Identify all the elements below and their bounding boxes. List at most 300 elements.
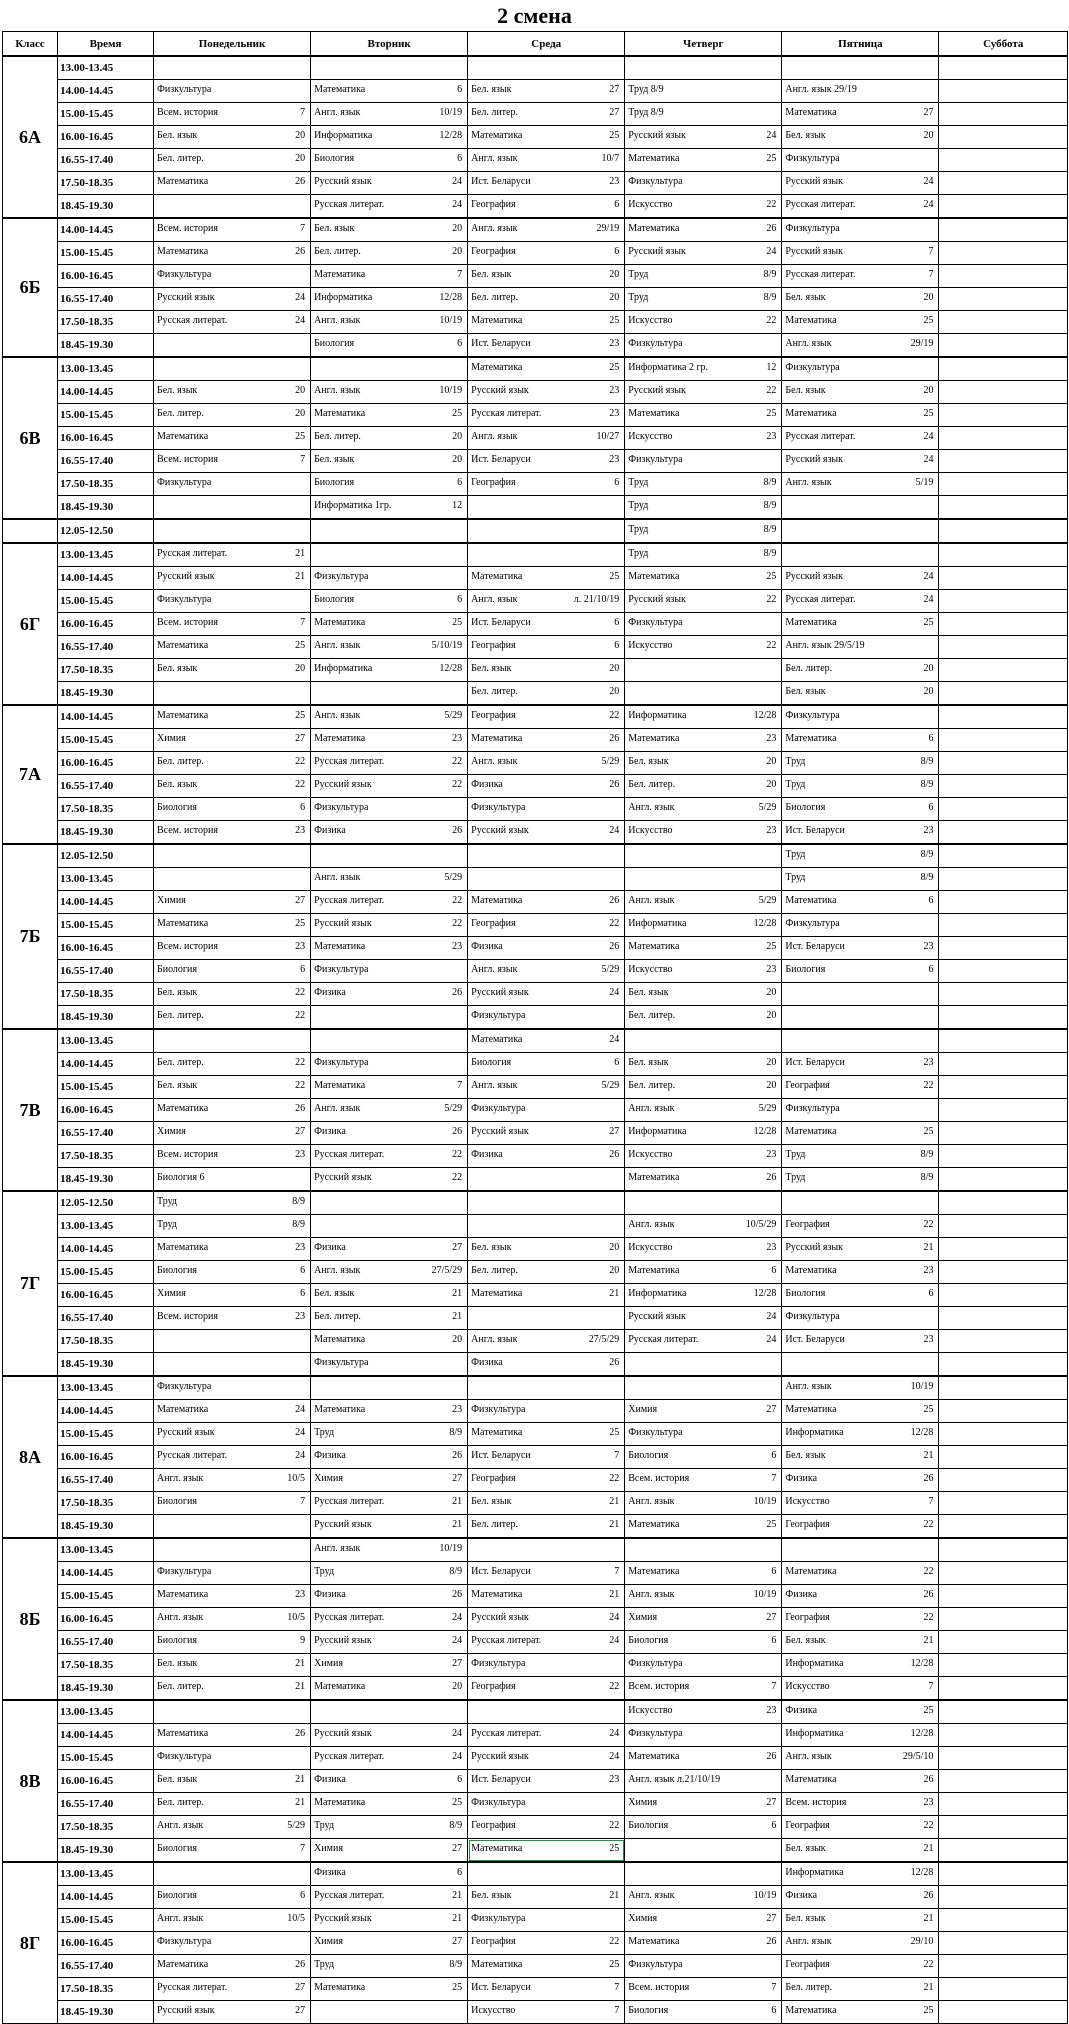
lesson-cell-tuesday[interactable] <box>311 1469 468 1492</box>
lesson-cell-friday[interactable] <box>782 844 939 868</box>
lesson-cell-tuesday[interactable] <box>311 1700 468 1724</box>
lesson-cell-thursday[interactable] <box>625 404 782 427</box>
lesson-cell-saturday[interactable] <box>939 1168 1068 1192</box>
lesson-cell-saturday[interactable] <box>939 1677 1068 1701</box>
lesson-cell-friday[interactable] <box>782 519 939 543</box>
lesson-cell-saturday[interactable] <box>939 659 1068 682</box>
lesson-cell-thursday[interactable] <box>625 519 782 543</box>
time-slot[interactable]: 16.55-17.40 <box>58 1307 154 1330</box>
lesson-cell-thursday[interactable] <box>625 1122 782 1145</box>
lesson-cell-thursday[interactable] <box>625 613 782 636</box>
lesson-cell-thursday[interactable] <box>625 1029 782 1053</box>
lesson-cell-tuesday[interactable] <box>311 496 468 520</box>
lesson-cell-tuesday[interactable] <box>311 1909 468 1932</box>
lesson-cell-friday[interactable] <box>782 1353 939 1377</box>
lesson-cell-wednesday[interactable] <box>468 1793 625 1816</box>
lesson-cell-monday[interactable] <box>153 496 310 520</box>
lesson-cell-thursday[interactable] <box>625 1099 782 1122</box>
lesson-cell-saturday[interactable] <box>939 543 1068 567</box>
lesson-cell-thursday[interactable] <box>625 1261 782 1284</box>
time-slot[interactable]: 18.45-19.30 <box>58 496 154 520</box>
time-slot[interactable]: 16.00-16.45 <box>58 937 154 960</box>
lesson-cell-monday[interactable] <box>153 729 310 752</box>
lesson-cell-thursday[interactable] <box>625 195 782 219</box>
lesson-cell-monday[interactable] <box>153 1770 310 1793</box>
time-slot[interactable]: 17.50-18.35 <box>58 659 154 682</box>
lesson-cell-tuesday[interactable] <box>311 334 468 358</box>
lesson-cell-wednesday[interactable] <box>468 1168 625 1192</box>
lesson-cell-friday[interactable] <box>782 473 939 496</box>
lesson-cell-thursday[interactable] <box>625 1700 782 1724</box>
lesson-cell-wednesday[interactable] <box>468 1029 625 1053</box>
lesson-cell-friday[interactable] <box>782 1724 939 1747</box>
time-slot[interactable]: 16.55-17.40 <box>58 149 154 172</box>
lesson-cell-friday[interactable] <box>782 1076 939 1099</box>
lesson-cell-friday[interactable] <box>782 1562 939 1585</box>
lesson-cell-thursday[interactable] <box>625 1215 782 1238</box>
lesson-cell-friday[interactable] <box>782 56 939 80</box>
lesson-cell-thursday[interactable] <box>625 1053 782 1076</box>
lesson-cell-tuesday[interactable] <box>311 1770 468 1793</box>
lesson-cell-monday[interactable] <box>153 1492 310 1515</box>
lesson-cell-monday[interactable] <box>153 1423 310 1446</box>
lesson-cell-monday[interactable] <box>153 868 310 891</box>
lesson-cell-monday[interactable] <box>153 1076 310 1099</box>
lesson-cell-friday[interactable] <box>782 590 939 613</box>
lesson-cell-tuesday[interactable] <box>311 1793 468 1816</box>
lesson-cell-saturday[interactable] <box>939 1538 1068 1562</box>
time-slot[interactable]: 14.00-14.45 <box>58 1053 154 1076</box>
lesson-cell-tuesday[interactable] <box>311 1747 468 1770</box>
lesson-cell-tuesday[interactable] <box>311 1562 468 1585</box>
lesson-cell-saturday[interactable] <box>939 1886 1068 1909</box>
lesson-cell-saturday[interactable] <box>939 1932 1068 1955</box>
time-slot[interactable]: 16.00-16.45 <box>58 126 154 149</box>
lesson-cell-tuesday[interactable] <box>311 1816 468 1839</box>
lesson-cell-tuesday[interactable] <box>311 891 468 914</box>
lesson-cell-monday[interactable] <box>153 1793 310 1816</box>
lesson-cell-wednesday[interactable] <box>468 543 625 567</box>
lesson-cell-saturday[interactable] <box>939 149 1068 172</box>
lesson-cell-thursday[interactable] <box>625 1955 782 1978</box>
lesson-cell-friday[interactable] <box>782 567 939 590</box>
lesson-cell-tuesday[interactable] <box>311 1284 468 1307</box>
lesson-cell-friday[interactable] <box>782 636 939 659</box>
lesson-cell-tuesday[interactable] <box>311 149 468 172</box>
lesson-cell-monday[interactable] <box>153 1839 310 1863</box>
class-label[interactable]: 7А <box>3 705 58 844</box>
time-slot[interactable]: 18.45-19.30 <box>58 682 154 706</box>
time-slot[interactable]: 17.50-18.35 <box>58 983 154 1006</box>
lesson-cell-wednesday[interactable] <box>468 1099 625 1122</box>
lesson-cell-monday[interactable] <box>153 1284 310 1307</box>
lesson-cell-saturday[interactable] <box>939 1099 1068 1122</box>
time-slot[interactable]: 17.50-18.35 <box>58 172 154 195</box>
lesson-cell-friday[interactable] <box>782 1006 939 1030</box>
lesson-cell-tuesday[interactable] <box>311 1006 468 1030</box>
lesson-cell-monday[interactable] <box>153 1700 310 1724</box>
lesson-cell-tuesday[interactable] <box>311 1238 468 1261</box>
class-label[interactable]: 8А <box>3 1376 58 1538</box>
lesson-cell-monday[interactable] <box>153 567 310 590</box>
lesson-cell-wednesday[interactable] <box>468 80 625 103</box>
lesson-cell-wednesday[interactable] <box>468 242 625 265</box>
lesson-cell-monday[interactable] <box>153 1816 310 1839</box>
time-slot[interactable]: 15.00-15.45 <box>58 590 154 613</box>
lesson-cell-saturday[interactable] <box>939 427 1068 450</box>
lesson-cell-monday[interactable] <box>153 705 310 729</box>
lesson-cell-friday[interactable] <box>782 103 939 126</box>
lesson-cell-friday[interactable] <box>782 543 939 567</box>
lesson-cell-monday[interactable] <box>153 1886 310 1909</box>
lesson-cell-wednesday[interactable] <box>468 1353 625 1377</box>
lesson-cell-monday[interactable] <box>153 1654 310 1677</box>
lesson-cell-monday[interactable] <box>153 1677 310 1701</box>
lesson-cell-friday[interactable] <box>782 1839 939 1863</box>
time-slot[interactable]: 18.45-19.30 <box>58 1353 154 1377</box>
lesson-cell-saturday[interactable] <box>939 1909 1068 1932</box>
lesson-cell-tuesday[interactable] <box>311 1631 468 1654</box>
lesson-cell-monday[interactable] <box>153 1053 310 1076</box>
time-slot[interactable]: 13.00-13.45 <box>58 1215 154 1238</box>
lesson-cell-thursday[interactable] <box>625 1515 782 1539</box>
lesson-cell-monday[interactable] <box>153 242 310 265</box>
lesson-cell-wednesday[interactable] <box>468 1862 625 1886</box>
lesson-cell-thursday[interactable] <box>625 705 782 729</box>
lesson-cell-tuesday[interactable] <box>311 103 468 126</box>
lesson-cell-friday[interactable] <box>782 1053 939 1076</box>
lesson-cell-monday[interactable] <box>153 1307 310 1330</box>
lesson-cell-thursday[interactable] <box>625 1770 782 1793</box>
lesson-cell-saturday[interactable] <box>939 1446 1068 1469</box>
lesson-cell-wednesday[interactable] <box>468 1284 625 1307</box>
lesson-cell-friday[interactable] <box>782 1886 939 1909</box>
lesson-cell-thursday[interactable] <box>625 357 782 381</box>
lesson-cell-saturday[interactable] <box>939 1029 1068 1053</box>
lesson-cell-saturday[interactable] <box>939 1261 1068 1284</box>
lesson-cell-friday[interactable] <box>782 1099 939 1122</box>
lesson-cell-thursday[interactable] <box>625 775 782 798</box>
lesson-cell-thursday[interactable] <box>625 218 782 242</box>
lesson-cell-tuesday[interactable] <box>311 1724 468 1747</box>
lesson-cell-friday[interactable] <box>782 427 939 450</box>
lesson-cell-thursday[interactable] <box>625 937 782 960</box>
lesson-cell-friday[interactable] <box>782 496 939 520</box>
lesson-cell-saturday[interactable] <box>939 1076 1068 1099</box>
lesson-cell-friday[interactable] <box>782 914 939 937</box>
lesson-cell-saturday[interactable] <box>939 1608 1068 1631</box>
lesson-cell-wednesday[interactable] <box>468 590 625 613</box>
lesson-cell-monday[interactable] <box>153 659 310 682</box>
lesson-cell-saturday[interactable] <box>939 265 1068 288</box>
lesson-cell-monday[interactable] <box>153 1955 310 1978</box>
time-slot[interactable]: 17.50-18.35 <box>58 1330 154 1353</box>
lesson-cell-friday[interactable] <box>782 172 939 195</box>
lesson-cell-friday[interactable] <box>782 682 939 706</box>
time-slot[interactable]: 16.55-17.40 <box>58 1955 154 1978</box>
lesson-cell-wednesday[interactable] <box>468 288 625 311</box>
lesson-cell-monday[interactable] <box>153 1515 310 1539</box>
lesson-cell-wednesday[interactable] <box>468 1122 625 1145</box>
time-slot[interactable]: 18.45-19.30 <box>58 334 154 358</box>
lesson-cell-wednesday[interactable] <box>468 567 625 590</box>
lesson-cell-saturday[interactable] <box>939 1353 1068 1377</box>
lesson-cell-friday[interactable] <box>782 1446 939 1469</box>
lesson-cell-thursday[interactable] <box>625 1862 782 1886</box>
lesson-cell-tuesday[interactable] <box>311 1423 468 1446</box>
lesson-cell-saturday[interactable] <box>939 288 1068 311</box>
lesson-cell-thursday[interactable] <box>625 1909 782 1932</box>
lesson-cell-thursday[interactable] <box>625 1538 782 1562</box>
lesson-cell-friday[interactable] <box>782 334 939 358</box>
time-slot[interactable]: 16.00-16.45 <box>58 752 154 775</box>
class-label[interactable]: 8Б <box>3 1538 58 1700</box>
time-slot[interactable]: 17.50-18.35 <box>58 1492 154 1515</box>
lesson-cell-saturday[interactable] <box>939 1191 1068 1215</box>
lesson-cell-thursday[interactable] <box>625 1353 782 1377</box>
lesson-cell-monday[interactable] <box>153 1145 310 1168</box>
lesson-cell-saturday[interactable] <box>939 775 1068 798</box>
lesson-cell-wednesday[interactable] <box>468 729 625 752</box>
lesson-cell-wednesday[interactable] <box>468 821 625 845</box>
lesson-cell-monday[interactable] <box>153 1562 310 1585</box>
lesson-cell-friday[interactable] <box>782 1538 939 1562</box>
lesson-cell-tuesday[interactable] <box>311 126 468 149</box>
lesson-cell-tuesday[interactable] <box>311 1099 468 1122</box>
time-slot[interactable]: 14.00-14.45 <box>58 891 154 914</box>
lesson-cell-friday[interactable] <box>782 1909 939 1932</box>
time-slot[interactable]: 16.55-17.40 <box>58 450 154 473</box>
lesson-cell-friday[interactable] <box>782 891 939 914</box>
time-slot[interactable]: 14.00-14.45 <box>58 218 154 242</box>
lesson-cell-friday[interactable] <box>782 1862 939 1886</box>
lesson-cell-wednesday[interactable] <box>468 1839 625 1863</box>
lesson-cell-tuesday[interactable] <box>311 1400 468 1423</box>
lesson-cell-monday[interactable] <box>153 103 310 126</box>
lesson-cell-wednesday[interactable] <box>468 1307 625 1330</box>
lesson-cell-friday[interactable] <box>782 1770 939 1793</box>
lesson-cell-monday[interactable] <box>153 473 310 496</box>
lesson-cell-monday[interactable] <box>153 983 310 1006</box>
time-slot[interactable]: 14.00-14.45 <box>58 1400 154 1423</box>
lesson-cell-friday[interactable] <box>782 1631 939 1654</box>
lesson-cell-thursday[interactable] <box>625 891 782 914</box>
lesson-cell-wednesday[interactable] <box>468 1886 625 1909</box>
time-slot[interactable]: 17.50-18.35 <box>58 1816 154 1839</box>
lesson-cell-tuesday[interactable] <box>311 844 468 868</box>
time-slot[interactable]: 14.00-14.45 <box>58 567 154 590</box>
lesson-cell-thursday[interactable] <box>625 1654 782 1677</box>
lesson-cell-wednesday[interactable] <box>468 172 625 195</box>
lesson-cell-friday[interactable] <box>782 1677 939 1701</box>
lesson-cell-friday[interactable] <box>782 288 939 311</box>
lesson-cell-monday[interactable] <box>153 80 310 103</box>
lesson-cell-wednesday[interactable] <box>468 705 625 729</box>
lesson-cell-monday[interactable] <box>153 636 310 659</box>
lesson-cell-thursday[interactable] <box>625 1076 782 1099</box>
lesson-cell-wednesday[interactable] <box>468 265 625 288</box>
lesson-cell-tuesday[interactable] <box>311 868 468 891</box>
lesson-cell-wednesday[interactable] <box>468 960 625 983</box>
time-slot[interactable]: 13.00-13.45 <box>58 1538 154 1562</box>
lesson-cell-saturday[interactable] <box>939 56 1068 80</box>
lesson-cell-wednesday[interactable] <box>468 868 625 891</box>
lesson-cell-tuesday[interactable] <box>311 914 468 937</box>
lesson-cell-saturday[interactable] <box>939 1469 1068 1492</box>
lesson-cell-thursday[interactable] <box>625 543 782 567</box>
class-label[interactable]: 6В <box>3 357 58 519</box>
lesson-cell-thursday[interactable] <box>625 1932 782 1955</box>
lesson-cell-wednesday[interactable] <box>468 1191 625 1215</box>
lesson-cell-monday[interactable] <box>153 1585 310 1608</box>
lesson-cell-monday[interactable] <box>153 1330 310 1353</box>
lesson-cell-tuesday[interactable] <box>311 357 468 381</box>
lesson-cell-tuesday[interactable] <box>311 473 468 496</box>
lesson-cell-wednesday[interactable] <box>468 891 625 914</box>
lesson-cell-saturday[interactable] <box>939 311 1068 334</box>
lesson-cell-wednesday[interactable] <box>468 1400 625 1423</box>
lesson-cell-thursday[interactable] <box>625 1492 782 1515</box>
lesson-cell-thursday[interactable] <box>625 1145 782 1168</box>
lesson-cell-thursday[interactable] <box>625 1330 782 1353</box>
time-slot[interactable]: 18.45-19.30 <box>58 1006 154 1030</box>
lesson-cell-thursday[interactable] <box>625 1238 782 1261</box>
lesson-cell-monday[interactable] <box>153 1631 310 1654</box>
class-label[interactable]: 8Г <box>3 1862 58 2024</box>
lesson-cell-saturday[interactable] <box>939 937 1068 960</box>
lesson-cell-thursday[interactable] <box>625 821 782 845</box>
lesson-cell-thursday[interactable] <box>625 1886 782 1909</box>
time-slot[interactable]: 16.00-16.45 <box>58 1099 154 1122</box>
lesson-cell-friday[interactable] <box>782 1238 939 1261</box>
lesson-cell-saturday[interactable] <box>939 891 1068 914</box>
lesson-cell-friday[interactable] <box>782 381 939 404</box>
lesson-cell-monday[interactable] <box>153 752 310 775</box>
lesson-cell-monday[interactable] <box>153 1724 310 1747</box>
lesson-cell-saturday[interactable] <box>939 381 1068 404</box>
lesson-cell-tuesday[interactable] <box>311 242 468 265</box>
lesson-cell-saturday[interactable] <box>939 1585 1068 1608</box>
lesson-cell-monday[interactable] <box>153 1215 310 1238</box>
time-slot[interactable]: 18.45-19.30 <box>58 2001 154 2024</box>
lesson-cell-friday[interactable] <box>782 729 939 752</box>
time-slot[interactable]: 15.00-15.45 <box>58 242 154 265</box>
lesson-cell-friday[interactable] <box>782 868 939 891</box>
lesson-cell-friday[interactable] <box>782 404 939 427</box>
lesson-cell-tuesday[interactable] <box>311 960 468 983</box>
lesson-cell-thursday[interactable] <box>625 1446 782 1469</box>
lesson-cell-monday[interactable] <box>153 960 310 983</box>
lesson-cell-wednesday[interactable] <box>468 1376 625 1400</box>
lesson-cell-saturday[interactable] <box>939 1724 1068 1747</box>
lesson-cell-thursday[interactable] <box>625 473 782 496</box>
lesson-cell-wednesday[interactable] <box>468 381 625 404</box>
lesson-cell-thursday[interactable] <box>625 752 782 775</box>
lesson-cell-wednesday[interactable] <box>468 1654 625 1677</box>
lesson-cell-friday[interactable] <box>782 1793 939 1816</box>
lesson-cell-wednesday[interactable] <box>468 218 625 242</box>
lesson-cell-tuesday[interactable] <box>311 1886 468 1909</box>
lesson-cell-tuesday[interactable] <box>311 218 468 242</box>
lesson-cell-tuesday[interactable] <box>311 682 468 706</box>
lesson-cell-thursday[interactable] <box>625 311 782 334</box>
time-slot[interactable]: 15.00-15.45 <box>58 1423 154 1446</box>
lesson-cell-thursday[interactable] <box>625 1423 782 1446</box>
lesson-cell-monday[interactable] <box>153 1029 310 1053</box>
time-slot[interactable]: 16.55-17.40 <box>58 775 154 798</box>
lesson-cell-saturday[interactable] <box>939 1955 1068 1978</box>
lesson-cell-monday[interactable] <box>153 404 310 427</box>
lesson-cell-wednesday[interactable] <box>468 1423 625 1446</box>
lesson-cell-monday[interactable] <box>153 1446 310 1469</box>
lesson-cell-tuesday[interactable] <box>311 1376 468 1400</box>
lesson-cell-friday[interactable] <box>782 311 939 334</box>
time-slot[interactable]: 12.05-12.50 <box>58 519 154 543</box>
time-slot[interactable]: 13.00-13.45 <box>58 868 154 891</box>
lesson-cell-monday[interactable] <box>153 1400 310 1423</box>
lesson-cell-wednesday[interactable] <box>468 1330 625 1353</box>
lesson-cell-saturday[interactable] <box>939 1423 1068 1446</box>
lesson-cell-saturday[interactable] <box>939 1053 1068 1076</box>
lesson-cell-thursday[interactable] <box>625 1376 782 1400</box>
lesson-cell-tuesday[interactable] <box>311 543 468 567</box>
lesson-cell-friday[interactable] <box>782 1029 939 1053</box>
lesson-cell-tuesday[interactable] <box>311 729 468 752</box>
lesson-cell-wednesday[interactable] <box>468 103 625 126</box>
lesson-cell-thursday[interactable] <box>625 682 782 706</box>
lesson-cell-thursday[interactable] <box>625 103 782 126</box>
lesson-cell-thursday[interactable] <box>625 636 782 659</box>
lesson-cell-friday[interactable] <box>782 2001 939 2024</box>
lesson-cell-friday[interactable] <box>782 1168 939 1192</box>
lesson-cell-tuesday[interactable] <box>311 195 468 219</box>
lesson-cell-saturday[interactable] <box>939 1770 1068 1793</box>
lesson-cell-saturday[interactable] <box>939 1562 1068 1585</box>
class-label[interactable]: 7Г <box>3 1191 58 1376</box>
lesson-cell-monday[interactable] <box>153 357 310 381</box>
lesson-cell-thursday[interactable] <box>625 172 782 195</box>
lesson-cell-tuesday[interactable] <box>311 1307 468 1330</box>
lesson-cell-wednesday[interactable] <box>468 1816 625 1839</box>
lesson-cell-wednesday[interactable] <box>468 1538 625 1562</box>
lesson-cell-wednesday[interactable] <box>468 1770 625 1793</box>
lesson-cell-wednesday[interactable] <box>468 1215 625 1238</box>
lesson-cell-monday[interactable] <box>153 1862 310 1886</box>
lesson-cell-wednesday[interactable] <box>468 1562 625 1585</box>
lesson-cell-saturday[interactable] <box>939 636 1068 659</box>
time-slot[interactable]: 14.00-14.45 <box>58 1886 154 1909</box>
lesson-cell-friday[interactable] <box>782 1585 939 1608</box>
lesson-cell-friday[interactable] <box>782 1747 939 1770</box>
lesson-cell-tuesday[interactable] <box>311 1029 468 1053</box>
lesson-cell-saturday[interactable] <box>939 1631 1068 1654</box>
lesson-cell-friday[interactable] <box>782 1423 939 1446</box>
lesson-cell-friday[interactable] <box>782 937 939 960</box>
lesson-cell-friday[interactable] <box>782 1608 939 1631</box>
time-slot[interactable]: 15.00-15.45 <box>58 914 154 937</box>
lesson-cell-friday[interactable] <box>782 1700 939 1724</box>
lesson-cell-tuesday[interactable] <box>311 80 468 103</box>
lesson-cell-thursday[interactable] <box>625 149 782 172</box>
time-slot[interactable]: 15.00-15.45 <box>58 1076 154 1099</box>
class-label[interactable]: 6А <box>3 56 58 218</box>
time-slot[interactable]: 18.45-19.30 <box>58 1515 154 1539</box>
lesson-cell-friday[interactable] <box>782 1330 939 1353</box>
lesson-cell-thursday[interactable] <box>625 798 782 821</box>
lesson-cell-monday[interactable] <box>153 381 310 404</box>
lesson-cell-wednesday[interactable] <box>468 1608 625 1631</box>
lesson-cell-monday[interactable] <box>153 543 310 567</box>
